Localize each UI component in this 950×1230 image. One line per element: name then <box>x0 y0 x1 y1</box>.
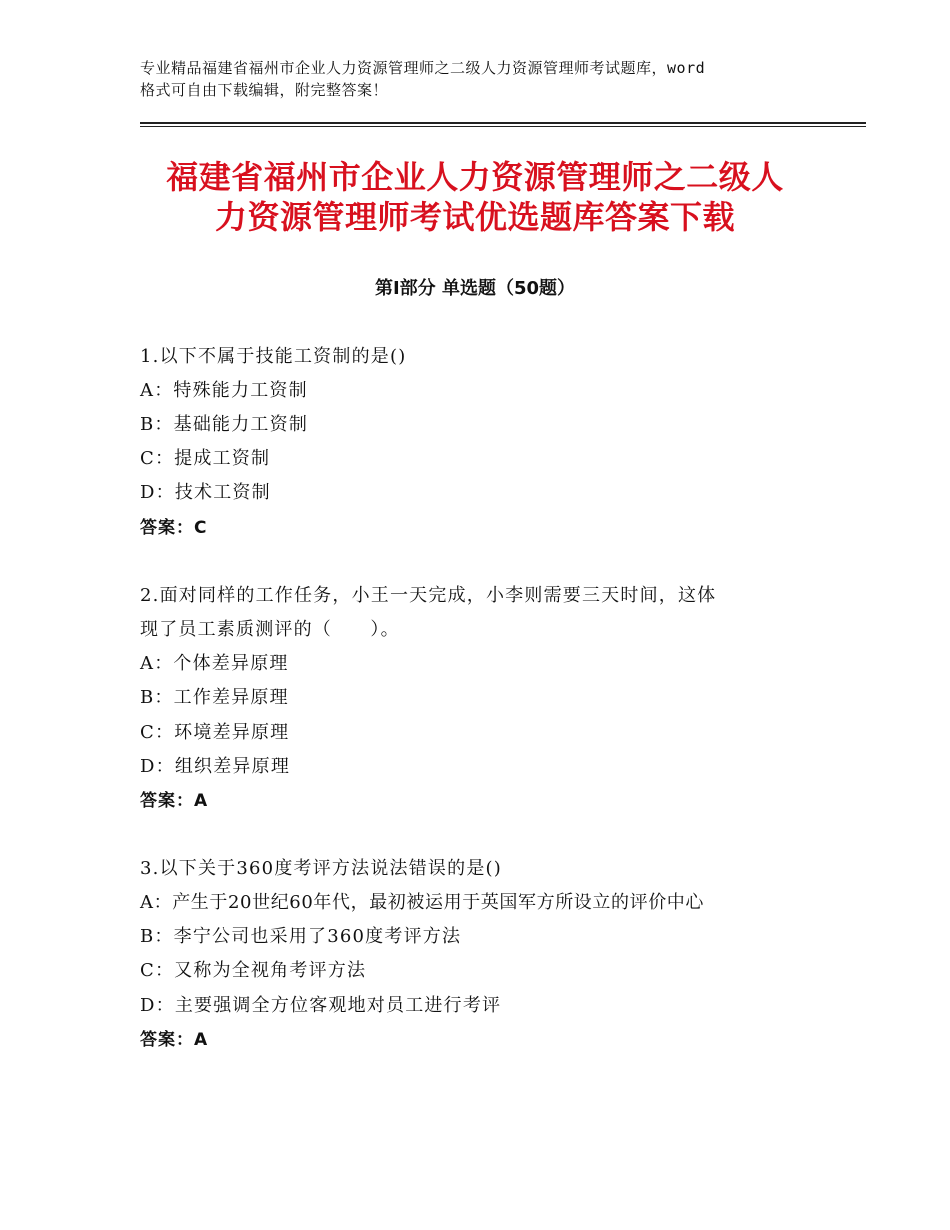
header-note-line2: 格式可自由下载编辑，附完整答案！ <box>140 81 389 99</box>
question-2-stem-line1: 2.面对同样的工作任务，小王一天完成，小李则需要三天时间，这体 <box>140 585 717 606</box>
document-title-line1: 福建省福州市企业人力资源管理师之二级人 <box>166 158 784 196</box>
header-divider-thick <box>140 122 866 124</box>
question-1-option-c: C：提成工资制 <box>140 448 271 469</box>
question-2-option-c: C：环境差异原理 <box>140 722 290 743</box>
document-title-line2: 力资源管理师考试优选题库答案下载 <box>214 198 735 236</box>
question-3-option-a: A：产生于20世纪60年代，最初被运用于英国军方所设立的评价中心 <box>140 892 705 913</box>
question-2-answer: 答案：A <box>140 791 209 811</box>
question-3-answer: 答案：A <box>140 1030 209 1050</box>
question-3-option-c: C：又称为全视角考评方法 <box>140 960 367 981</box>
question-1-answer: 答案：C <box>140 518 208 538</box>
document-title <box>140 157 810 237</box>
question-1-stem: 1.以下不属于技能工资制的是() <box>140 346 407 367</box>
question-2-option-a: A：个体差异原理 <box>140 653 289 674</box>
question-2-option-b: B：工作差异原理 <box>140 687 289 708</box>
question-2-stem-line2: 现了员工素质测评的（ ）。 <box>140 619 400 640</box>
question-3-option-d: D：主要强调全方位客观地对员工进行考评 <box>140 995 502 1016</box>
question-3-option-b: B：李宁公司也采用了360度考评方法 <box>140 926 462 947</box>
header-divider-thin <box>140 126 866 127</box>
header-note-line1: 专业精品福建省福州市企业人力资源管理师之二级人力资源管理师考试题库，word <box>140 59 706 77</box>
question-3-stem: 3.以下关于360度考评方法说法错误的是() <box>140 858 502 879</box>
question-1-option-b: B：基础能力工资制 <box>140 414 309 435</box>
question-2-option-d: D：组织差异原理 <box>140 756 291 777</box>
section-title: 第Ⅰ部分 单选题（50题） <box>374 278 575 299</box>
question-1-option-a: A：特殊能力工资制 <box>140 380 308 401</box>
question-1-option-d: D：技术工资制 <box>140 482 271 503</box>
header-note <box>140 57 830 101</box>
